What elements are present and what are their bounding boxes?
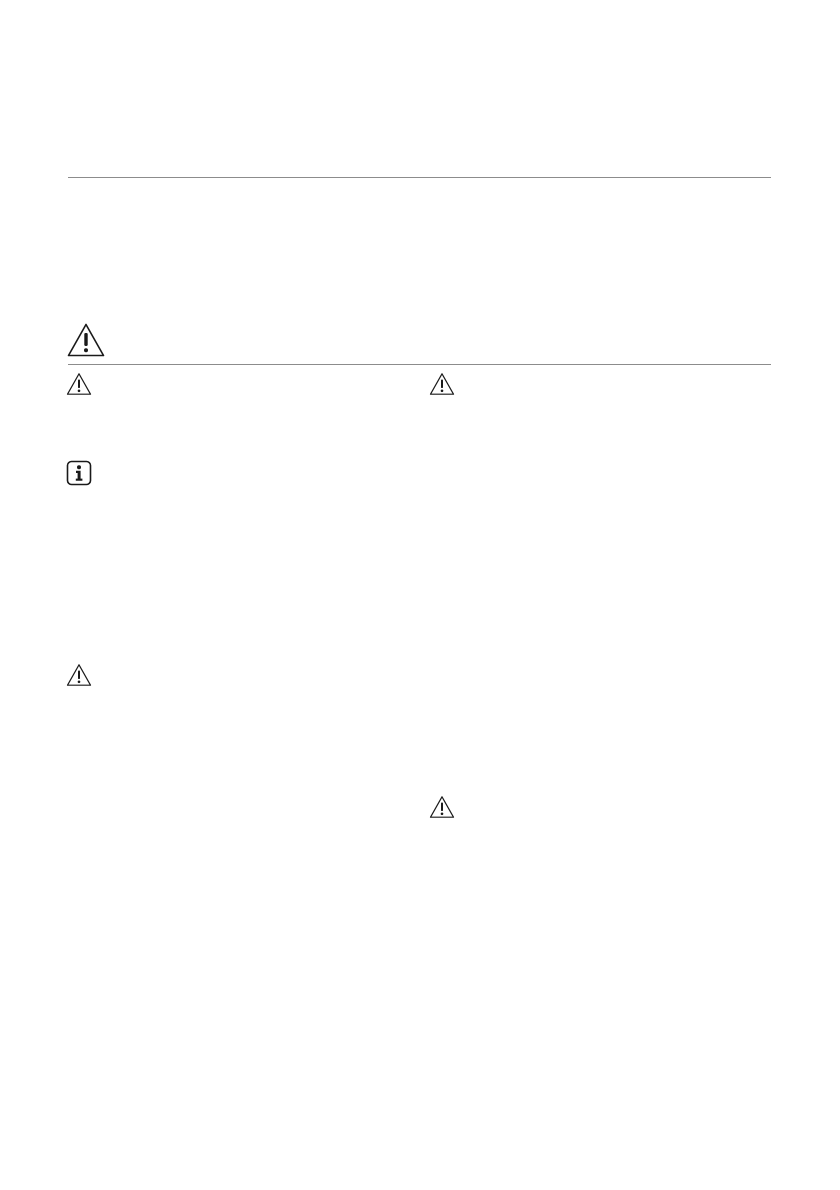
warning-icon: [66, 663, 92, 687]
warning-icon: [66, 372, 92, 396]
top-divider: [68, 177, 771, 178]
section-divider: [68, 364, 771, 365]
warning-icon: [429, 372, 455, 396]
warning-icon: [66, 322, 106, 358]
info-icon: [66, 460, 92, 486]
warning-icon: [429, 795, 455, 819]
